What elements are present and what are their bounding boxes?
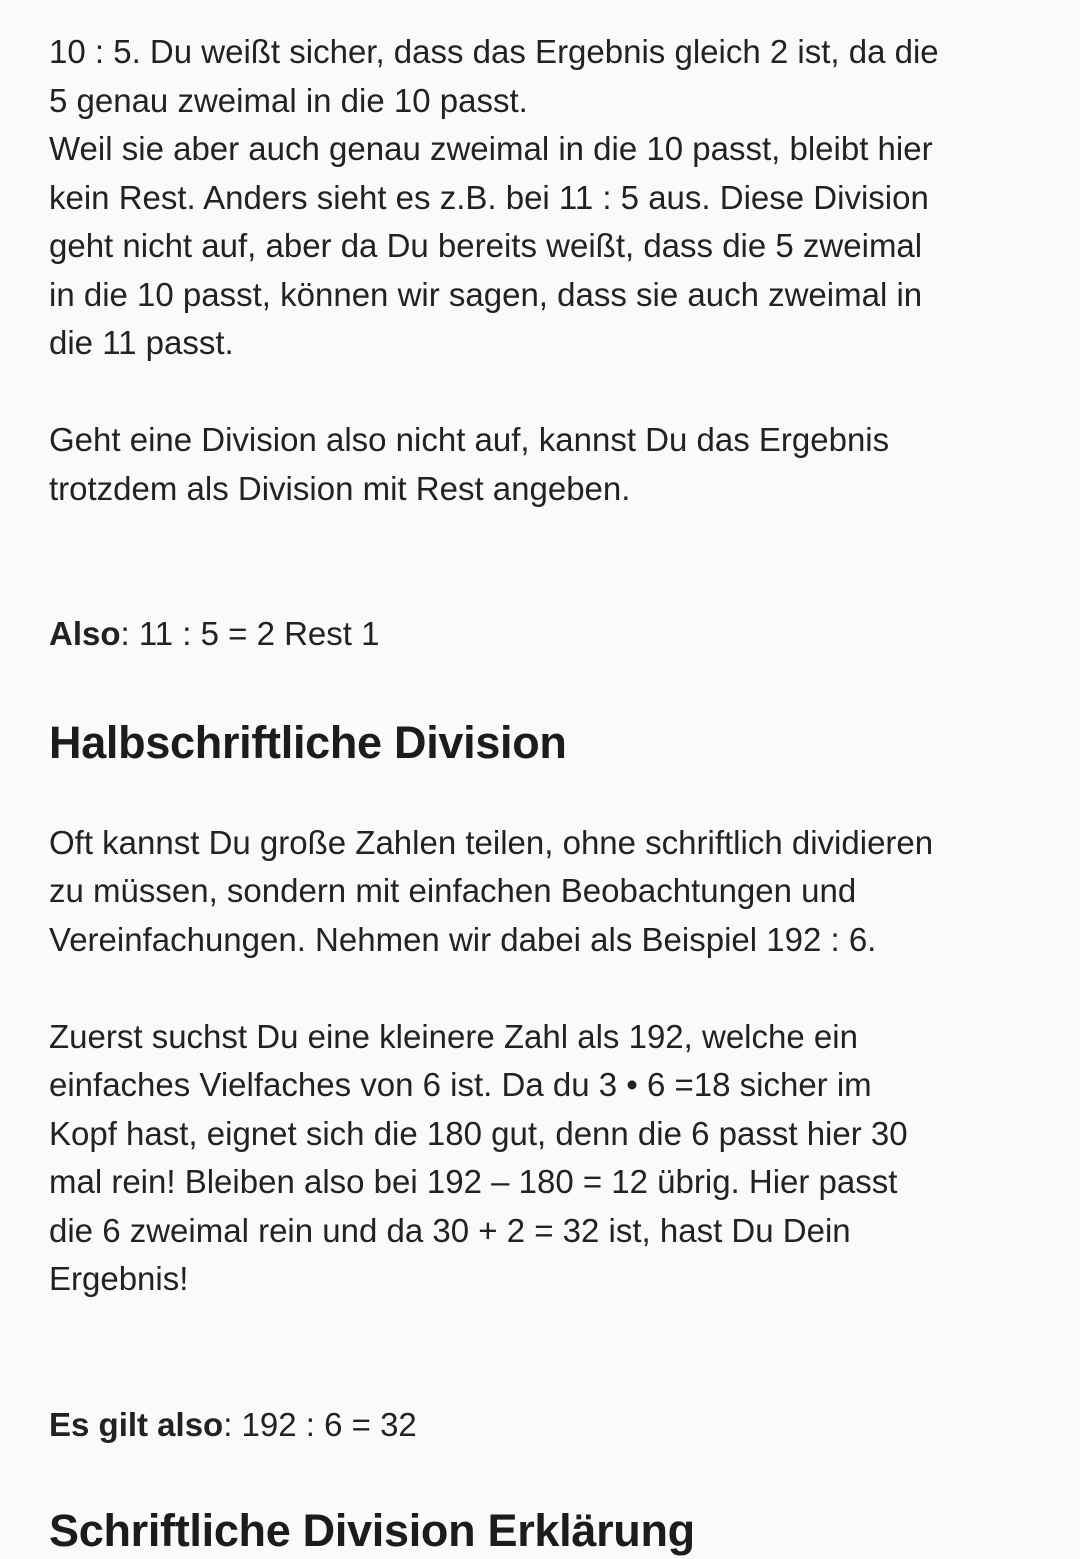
example-text: : 192 : 6 = 32 [223,1405,417,1443]
spacer [49,964,1039,1013]
spacer [49,368,1039,417]
example-line-rest [49,562,1039,659]
example-label: Also [49,615,121,652]
paragraph-halbschriftlich-intro: Oft kannst Du große Zahlen teilen, ohne schriftlich dividieren zu müssen, sondern mit einfachen Beobachtungen und Vereinfachungen. Nehmen wir dabei als Beispiel 192 : 6. [49,823,934,958]
example-label: Es gilt also [49,1405,224,1443]
spacer [49,771,1039,819]
example-line-result [49,1352,1039,1449]
paragraph-halbschriftlich-example: Zuerst suchst Du eine kleinere Zahl als 192, welche ein einfaches Vielfaches von 6 ist. Da du 3 • 6 =18 sicher im Kopf hast, eignet sich die 180 gut, denn die 6 passt hier 30 mal rein! Bleiben also bei 192 – 180 = 12 übrig. Hier passt die 6 zweimal rein und da 30 + 2 = 32 ist, hast Du Dein Ergebnis! [49,1017,908,1297]
paragraph-division-rest: Geht eine Division also nicht auf, kannst Du das Ergebnis trotzdem als Division mit Rest angeben. [49,421,890,507]
example-text: : 11 : 5 = 2 Rest 1 [120,615,380,652]
section-heading-schriftlich: Schriftliche Division Erklärung [49,1505,695,1556]
paragraph-division-intro: 10 : 5. Du weißt sicher, dass das Ergebnis gleich 2 ist, da die 5 genau zweimal in die 10 passt. Weil sie aber auch genau zweimal in die 10 passt, bleibt hier kein Rest. Anders sieht es z.B. bei 11 : 5 aus. Diese Division geht nicht auf, aber da Du bereits weißt, dass die 5 zweimal in die 10 passt, können wir sagen, dass sie auch zweimal in die 11 passt. [49,33,939,361]
section-heading-halbschriftlich: Halbschriftliche Division [49,716,567,768]
spacer [49,659,1039,715]
spacer [49,1449,1039,1503]
spacer [49,1304,1039,1353]
spacer [49,513,1039,562]
article-content [49,28,1039,1559]
